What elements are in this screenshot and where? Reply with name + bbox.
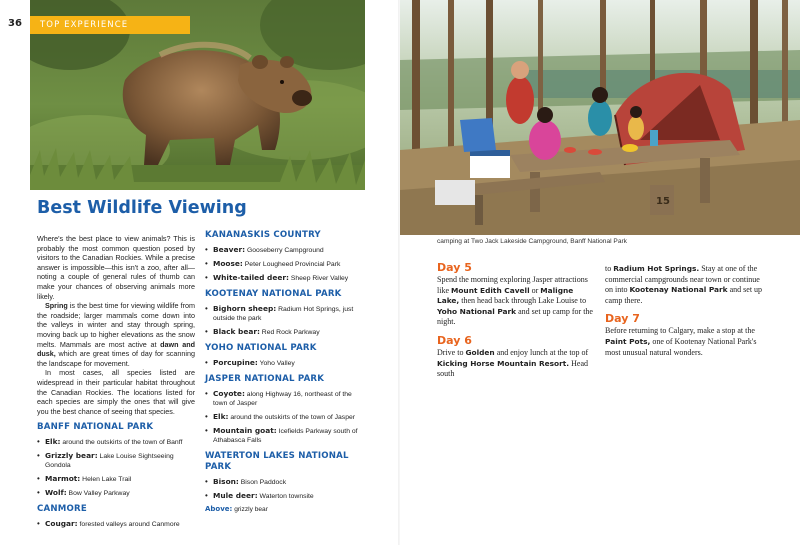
animal-name: Marmot: bbox=[45, 474, 81, 484]
animal-name: Cougar: bbox=[45, 519, 78, 529]
wildlife-list bbox=[205, 245, 365, 283]
day6c-text-0: to bbox=[605, 264, 614, 273]
paint-pots: Paint Pots, bbox=[605, 336, 651, 346]
maligne-lake: Maligne Lake, bbox=[437, 285, 574, 306]
day5-text-1: Spend the morning exploring Jasper attractions like bbox=[437, 275, 588, 295]
list-item bbox=[37, 519, 195, 529]
section-heading-kananaskis-country: KANANASKIS COUNTRY bbox=[205, 230, 321, 240]
photo-caption-right: camping at Two Jack Lakeside Campground, Banff National Park bbox=[437, 238, 627, 245]
animal-name: Grizzly bear: bbox=[45, 451, 98, 461]
day5-text-4: and set up camp for the night. bbox=[437, 306, 593, 327]
day7-text-1: Before returning to Calgary, make a stop at the bbox=[605, 326, 755, 336]
wildlife-list bbox=[37, 437, 195, 498]
sections-right bbox=[205, 230, 365, 501]
animal-name: Bighorn sheep: bbox=[213, 304, 277, 313]
viewing-location: Radium Hot Springs, just outside the park bbox=[213, 306, 354, 322]
mount-edith-cavell: Mount Edith Cavell bbox=[451, 285, 530, 295]
campground-photo bbox=[400, 0, 800, 235]
radium-hot-springs: Radium Hot Springs. bbox=[613, 264, 700, 273]
intro-p2-text-b: which are great times of day for scanning the landscape for movement. bbox=[37, 349, 195, 368]
viewing-location: forested valleys around Canmore bbox=[77, 521, 180, 529]
itinerary-column-right bbox=[605, 264, 765, 358]
viewing-location: Bow Valley Parkway bbox=[66, 490, 130, 498]
golden: Golden bbox=[465, 347, 495, 357]
viewing-location: Waterton townsite bbox=[257, 493, 314, 500]
section-heading-yoho-national-park: YOHO NATIONAL PARK bbox=[205, 343, 317, 353]
list-item bbox=[205, 304, 365, 323]
viewing-location: Bison Paddock bbox=[238, 479, 287, 486]
viewing-location: Red Rock Parkway bbox=[259, 329, 320, 336]
intro-paragraph-3: In most cases, all species listed are widespread in their particular habitat throughout the Canadian Rockies. The locations listed for each species are simply the ones that will give you the best chance of seeing that species. bbox=[37, 368, 195, 416]
wildlife-list bbox=[205, 389, 365, 445]
picnic-table-number: 15 bbox=[656, 196, 670, 207]
day5-text-3: then head back through Lake Louise to bbox=[459, 296, 587, 306]
list-item bbox=[205, 273, 365, 283]
list-item bbox=[37, 451, 195, 470]
day-5-heading: Day 5 bbox=[437, 261, 472, 274]
day-7-text bbox=[605, 326, 765, 358]
intro-p2-text-a: is the best time for viewing wildlife from the roadside; larger mammals come down into the valleys in winter and stay through spring, moving back up to higher elevations as the snow melts. Mammals are most active at bbox=[37, 301, 195, 349]
wildlife-list bbox=[205, 358, 365, 368]
dawn-dusk-bold: dawn and dusk, bbox=[37, 339, 195, 359]
section-heading-jasper-national-park: JASPER NATIONAL PARK bbox=[205, 374, 325, 384]
wildlife-list bbox=[205, 304, 365, 337]
animal-name: Porcupine: bbox=[213, 358, 258, 367]
viewing-location: Lake Louise Sightseeing Gondola bbox=[45, 453, 174, 470]
section-heading-banff-national-park: BANFF NATIONAL PARK bbox=[37, 422, 154, 433]
animal-name: Wolf: bbox=[45, 488, 67, 498]
viewing-location: Sheep River Valley bbox=[288, 275, 349, 282]
list-item bbox=[205, 245, 365, 255]
animal-name: Beaver: bbox=[213, 245, 246, 254]
day-7-heading: Day 7 bbox=[605, 312, 640, 326]
wildlife-list bbox=[205, 477, 365, 501]
viewing-location: Helen Lake Trail bbox=[80, 476, 132, 484]
page-number: 36 bbox=[8, 18, 22, 29]
caption-text: grizzly bear bbox=[232, 506, 268, 513]
page-title: Best Wildlife Viewing bbox=[37, 198, 247, 218]
animal-name: Moose: bbox=[213, 259, 243, 268]
photo-caption-left bbox=[205, 505, 365, 515]
kootenay-national-park: Kootenay National Park bbox=[629, 285, 728, 295]
viewing-location: around the outskirts of the town of Jasper bbox=[228, 414, 356, 421]
intro-paragraph-2 bbox=[37, 301, 195, 368]
list-item bbox=[37, 474, 195, 484]
day6-text-2: and enjoy lunch at the top of bbox=[494, 347, 589, 357]
day5-text-2: or bbox=[529, 285, 541, 295]
animal-name: Bison: bbox=[213, 477, 239, 486]
day-6-heading: Day 6 bbox=[437, 333, 472, 347]
viewing-location: Gooseberry Campground bbox=[245, 247, 324, 254]
viewing-location: Icefields Parkway south of Athabasca Falls bbox=[213, 428, 358, 444]
animal-name: Mountain goat: bbox=[213, 426, 277, 435]
sections-left bbox=[37, 422, 195, 529]
day6c-text-1: Stay at one of the commercial campgrounds near town or continue on into bbox=[605, 264, 760, 295]
list-item bbox=[205, 426, 365, 445]
animal-name: Mule deer: bbox=[213, 491, 258, 500]
list-item bbox=[205, 259, 365, 269]
viewing-location: around the outskirts of the town of Banff bbox=[60, 439, 183, 447]
day7-text-2: one of Kootenay National Park's most unusual natural wonders. bbox=[605, 336, 757, 357]
section-heading-waterton-lakes-national-park: WATERTON LAKES NATIONAL PARK bbox=[205, 451, 349, 472]
animal-name: Black bear: bbox=[213, 327, 260, 336]
list-item bbox=[205, 389, 365, 408]
wildlife-column-right bbox=[205, 230, 365, 515]
itinerary-column-left bbox=[437, 261, 597, 380]
day6-text-3: Head south bbox=[437, 358, 589, 379]
day-5-text bbox=[437, 275, 597, 328]
day6c-text-2: and set up camp there. bbox=[605, 285, 763, 305]
list-item bbox=[205, 327, 365, 337]
list-item bbox=[205, 358, 365, 368]
list-item bbox=[205, 412, 365, 422]
viewing-location: Peter Lougheed Provincial Park bbox=[242, 261, 341, 268]
wildlife-list bbox=[37, 519, 195, 529]
day-6-continued bbox=[605, 264, 765, 306]
animal-name: Elk: bbox=[213, 412, 229, 421]
day-6-text bbox=[437, 348, 597, 380]
section-heading-canmore: CANMORE bbox=[37, 504, 87, 515]
day6-text-1: Drive to bbox=[437, 347, 466, 357]
list-item bbox=[205, 477, 365, 487]
list-item bbox=[37, 488, 195, 498]
list-item bbox=[37, 437, 195, 447]
viewing-location: along Highway 16, northeast of the town of Jasper bbox=[213, 391, 352, 407]
animal-name: Elk: bbox=[45, 437, 61, 447]
wildlife-column-left bbox=[37, 234, 195, 533]
animal-name: Coyote: bbox=[213, 389, 245, 398]
intro-paragraph-1: Where's the best place to view animals? This is probably the most common question posed by visitors to the Canadian Rockies. While a precise answer is impossible—this isn't a zoo, after all—noting a couple of general rules of thumb can make your chances of observing animals more likely. bbox=[37, 234, 195, 301]
top-experience-tag: TOP EXPERIENCE bbox=[30, 16, 190, 34]
list-item bbox=[205, 491, 365, 501]
section-heading-kootenay-national-park: KOOTENAY NATIONAL PARK bbox=[205, 289, 342, 299]
right-page bbox=[400, 0, 800, 545]
kicking-horse-resort: Kicking Horse Mountain Resort. bbox=[437, 358, 570, 368]
yoho-national-park: Yoho National Park bbox=[437, 306, 517, 316]
animal-name: White-tailed deer: bbox=[213, 273, 289, 282]
caption-label: Above: bbox=[205, 505, 233, 513]
viewing-location: Yoho Valley bbox=[257, 360, 295, 367]
spring-bold: Spring bbox=[45, 301, 68, 311]
